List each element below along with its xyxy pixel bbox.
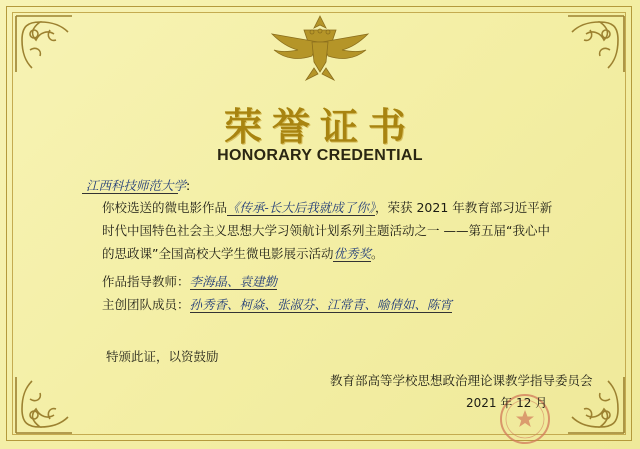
body-intro: 你校选送的微电影作品 — [102, 200, 228, 215]
body-period: 。 — [371, 246, 384, 261]
certificate-body — [102, 196, 562, 265]
ornamental-corner-icon — [10, 10, 80, 80]
issue-date: 2021 年 12 月 — [466, 396, 548, 410]
issuer: 教育部高等学校思想政治理论课教学指导委员会 — [330, 373, 593, 388]
certificate-title: 荣誉证书 — [223, 104, 416, 149]
ornamental-corner-icon — [560, 10, 630, 80]
certificate-subtitle: HONORARY CREDENTIAL — [217, 147, 423, 164]
team-row — [102, 295, 452, 313]
teacher-row — [102, 272, 277, 290]
recipient-colon: : — [186, 178, 191, 193]
recipient-name: 江西科技师范大学 — [86, 178, 187, 193]
work-title: 《传承-长大后我就成了你》 — [227, 200, 375, 215]
teacher-names: 李海晶、袁建勤 — [189, 274, 278, 289]
closing-text: 特颁此证，以资鼓励 — [106, 349, 219, 364]
recipient — [86, 176, 190, 194]
body-mid: ，荣获 2021 年教育部习近平新时代中国特色社会主义思想大学习领航计划系列主题活动之一 ——第五届“我心中的思政课”全国高校大学生微电影展示活动 — [102, 200, 553, 261]
award: 优秀奖 — [333, 246, 371, 261]
ornamental-corner-icon — [10, 369, 80, 439]
team-label: 主创团队成员： — [102, 297, 190, 312]
team-names: 孙秀香、柯焱、张淑芬、江常青、喻倩如、陈宵 — [189, 297, 453, 312]
teacher-label: 作品指导教师： — [102, 274, 190, 289]
recipient-underline — [82, 193, 178, 194]
crown-eagle-crest-icon — [270, 10, 370, 82]
